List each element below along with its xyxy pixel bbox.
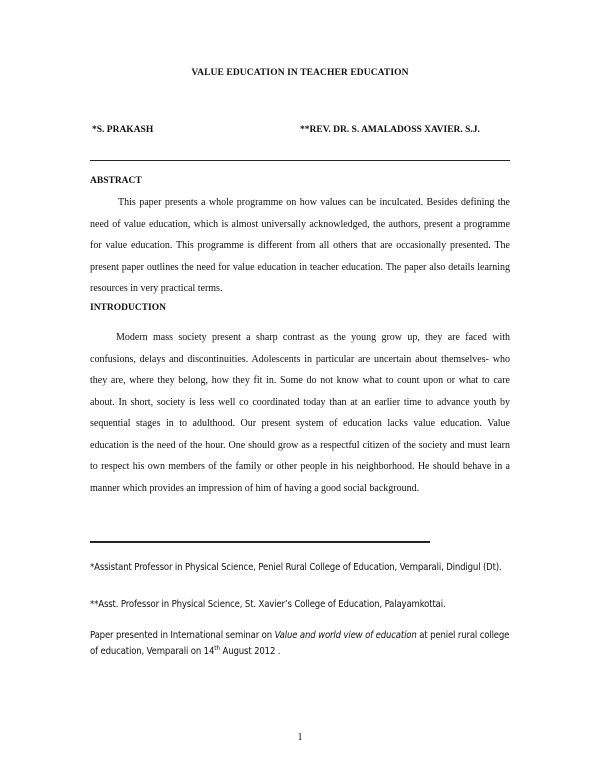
abstract-body: This paper presents a whole programme on how values can be inculcated. Besides defining the need of value education, which is almost universally acknowledged, the authors, present a programme for value education. This programme is different from all others that are occasionally presented. The present paper outlines the need for value education in teacher education. The paper also details learning resources in very practical terms. <box>90 197 510 294</box>
footnote-seminar <box>90 628 514 660</box>
introduction-heading: INTRODUCTION <box>90 303 167 313</box>
header-divider <box>90 160 510 161</box>
footnote-divider <box>90 541 430 543</box>
author-prakash: *S. PRAKASH <box>92 125 154 135</box>
page-number: 1 <box>297 732 303 743</box>
paper-title: VALUE EDUCATION IN TEACHER EDUCATION <box>191 68 409 78</box>
seminar-note-middle: at peniel rural college of education, Vemparali on 14 <box>90 630 510 657</box>
seminar-note-prefix: Paper presented in International seminar on <box>90 630 275 641</box>
seminar-note-suffix: August 2012 . <box>219 646 281 657</box>
seminar-theme: Value and world view of education <box>274 630 417 641</box>
abstract-heading: ABSTRACT <box>90 176 142 186</box>
date-ordinal-suffix: th <box>214 643 220 652</box>
footnote-author-2: **Asst. Professor in Physical Science, St. Xavier’s College of Education, Palayamkottai. <box>90 599 446 610</box>
introduction-body: Modern mass society present a sharp contrast as the young grow up, they are faced with confusions, delays and discontinuities. Adolescents in particular are uncertain about themselves- who they are, where they belong, how they fit in. Some do not know what to count upon or what to care about. In short, society is less well co coordinated today than at an earlier time to advance youth by sequential stages in to adulthood. Our present system of education lacks value education. Value education is the need of the hour. One should grow as a respectful citizen of the society and must learn to respect his own members of the family or other people in his neighborhood. He should behave in a manner which provides an impression of him of having a good social background. <box>90 332 510 494</box>
footnote-author-1: *Assistant Professor in Physical Science, Peniel Rural College of Education, Vemparali, Dindigul (Dt). <box>90 562 502 573</box>
author-xavier: **REV. DR. S. AMALADOSS XAVIER. S.J. <box>300 125 480 135</box>
